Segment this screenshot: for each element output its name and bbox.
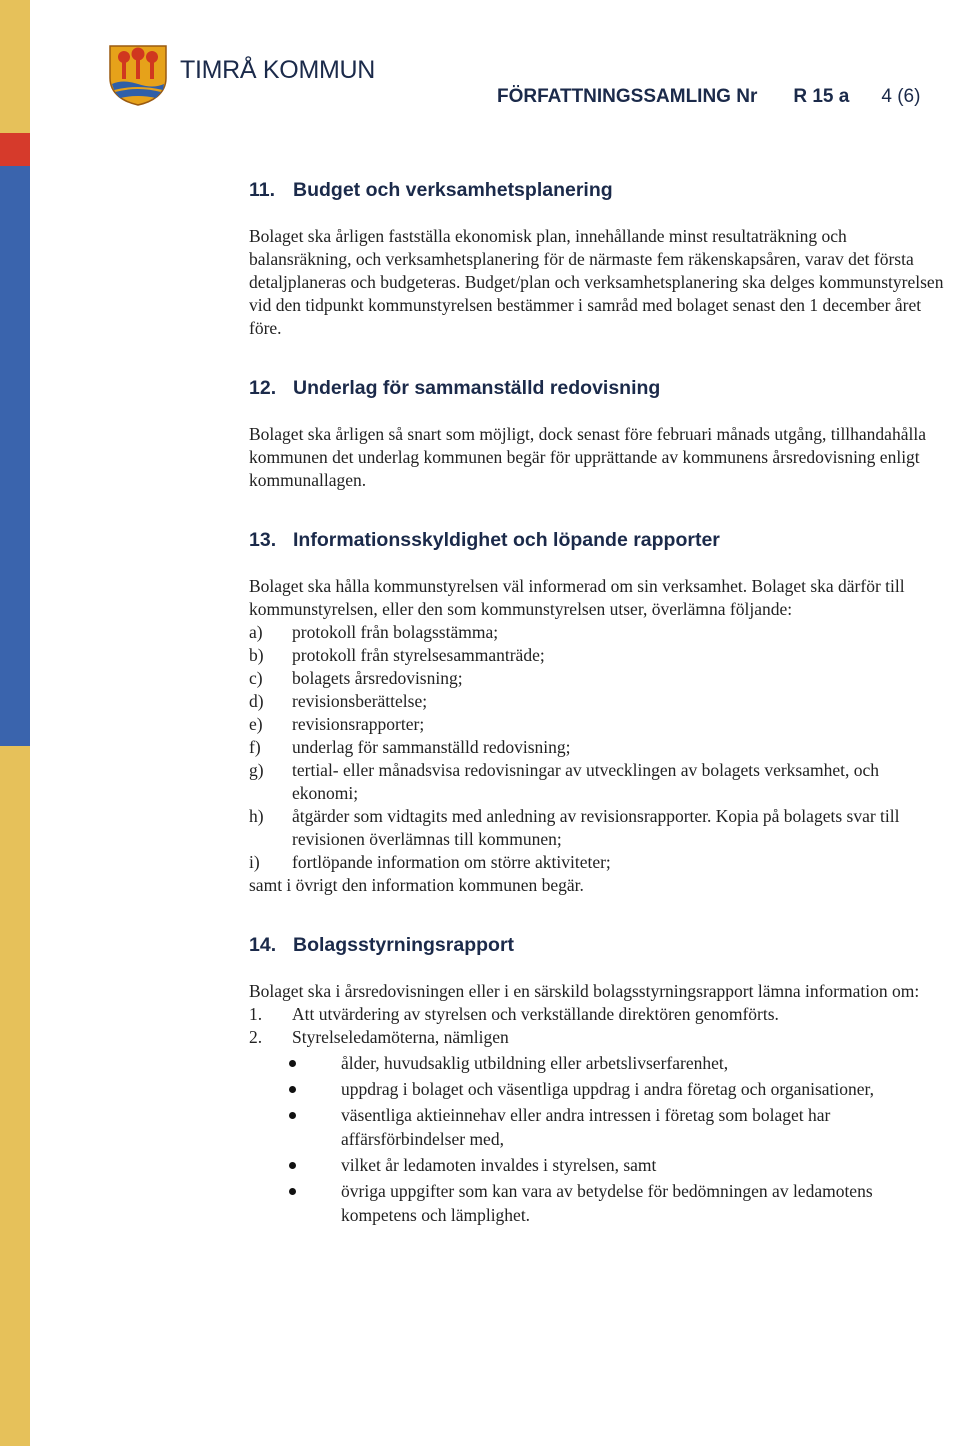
side-stripe-blue xyxy=(0,166,30,746)
bullet-icon xyxy=(289,1086,296,1093)
list-item: a) protokoll från bolagsstämma; xyxy=(249,622,499,642)
list-item: h) åtgärder som vidtagits med anledning av revisionsrapporter. Kopia på bolagets svar till revisionen överlämnas till kommunen; xyxy=(249,806,900,849)
bullet-item: väsentliga aktieinnehav eller andra intressen i företag som bolaget har affärsförbindelser med, xyxy=(249,1103,949,1151)
bullet-item: vilket år ledamoten invaldes i styrelsen, samt xyxy=(249,1153,949,1177)
list-item: f) underlag för sammanställd redovisning; xyxy=(249,737,571,757)
bullet-icon xyxy=(289,1188,296,1195)
bullet-item: ålder, huvudsaklig utbildning eller arbetslivserfarenhet, xyxy=(249,1051,949,1075)
section-13-text: Bolaget ska hålla kommunstyrelsen väl informerad om sin verksamhet. Bolaget ska därför till kommunstyrelsen, eller den som kommunstyrelsen utser, överlämna följande: xyxy=(249,576,905,619)
section-11-heading: 11. Budget och verksamhetsplanering xyxy=(249,179,613,201)
bullet-item: övriga uppgifter som kan vara av betydelse för bedömningen av ledamotens kompetens och lämplighet. xyxy=(249,1179,949,1227)
section-12-heading: 12. Underlag för sammanställd redovisning xyxy=(249,377,661,399)
municipality-crest-logo xyxy=(108,44,168,106)
bullet-item: uppdrag i bolaget och väsentliga uppdrag i andra företag och organisationer, xyxy=(249,1077,949,1101)
page-indicator: 4 (6) xyxy=(881,86,921,107)
side-stripe-yellow-bottom xyxy=(0,746,30,1446)
bullet-icon xyxy=(289,1112,296,1119)
list-item: 2. Styrelseledamöterna, nämligen xyxy=(249,1027,509,1047)
logo-text: TIMRÅ KOMMUN xyxy=(180,56,375,84)
document-header xyxy=(497,86,920,108)
document-body xyxy=(249,176,949,1229)
numbered-item-2 xyxy=(249,1026,949,1049)
collection-title: FÖRFATTNINGSSAMLING Nr xyxy=(497,86,758,107)
list-item: d) revisionsberättelse; xyxy=(249,691,428,711)
list-item: e) revisionsrapporter; xyxy=(249,714,425,734)
list-item: b) protokoll från styrelsesammanträde; xyxy=(249,645,545,665)
collection-number: R 15 a xyxy=(793,86,850,107)
numbered-item-1 xyxy=(249,1003,949,1026)
bullet-icon xyxy=(289,1060,296,1067)
side-stripe-yellow-top xyxy=(0,0,30,133)
section-12-text: Bolaget ska årligen så snart som möjligt, dock senast före februari månads utgång, tillhandahålla kommunen det underlag kommunen begär för upprättande av kommunens årsredovisning enligt kommunallagen. xyxy=(249,424,926,490)
section-14-heading: 14. Bolagsstyrningsrapport xyxy=(249,934,515,956)
bullet-icon xyxy=(289,1162,296,1169)
side-stripe-red xyxy=(0,133,30,166)
list-item: g) tertial- eller månadsvisa redovisningar av utvecklingen av bolagets verksamhet, och ekonomi; xyxy=(249,760,880,803)
board-members-bullets xyxy=(249,1051,949,1227)
report-list xyxy=(249,621,949,874)
section-11-text: Bolaget ska årligen fastställa ekonomisk plan, innehållande minst resultaträkning och balansräkning, och verksamhetsplanering för de närmaste fem räkenskapsåren, varav det första detaljplaneras och budgeteras. Budget/plan och verksamhetsplanering ska delges kommunstyrelsen vid den tidpunkt kommunstyrelsen bestämmer i samråd med bolaget senast den 1 december året före. xyxy=(249,226,944,338)
list-item: c) bolagets årsredovisning; xyxy=(249,668,463,688)
section-13-heading: 13. Informationsskyldighet och löpande rapporter xyxy=(249,529,720,551)
list-item: i) fortlöpande information om större aktiviteter; xyxy=(249,852,611,872)
section-13-closing: samt i övrigt den information kommunen begär. xyxy=(249,875,584,895)
list-item: 1. Att utvärdering av styrelsen och verkställande direktören genomförts. xyxy=(249,1004,779,1024)
section-14-text: Bolaget ska i årsredovisningen eller i en särskild bolagsstyrningsrapport lämna information om: xyxy=(249,981,920,1001)
